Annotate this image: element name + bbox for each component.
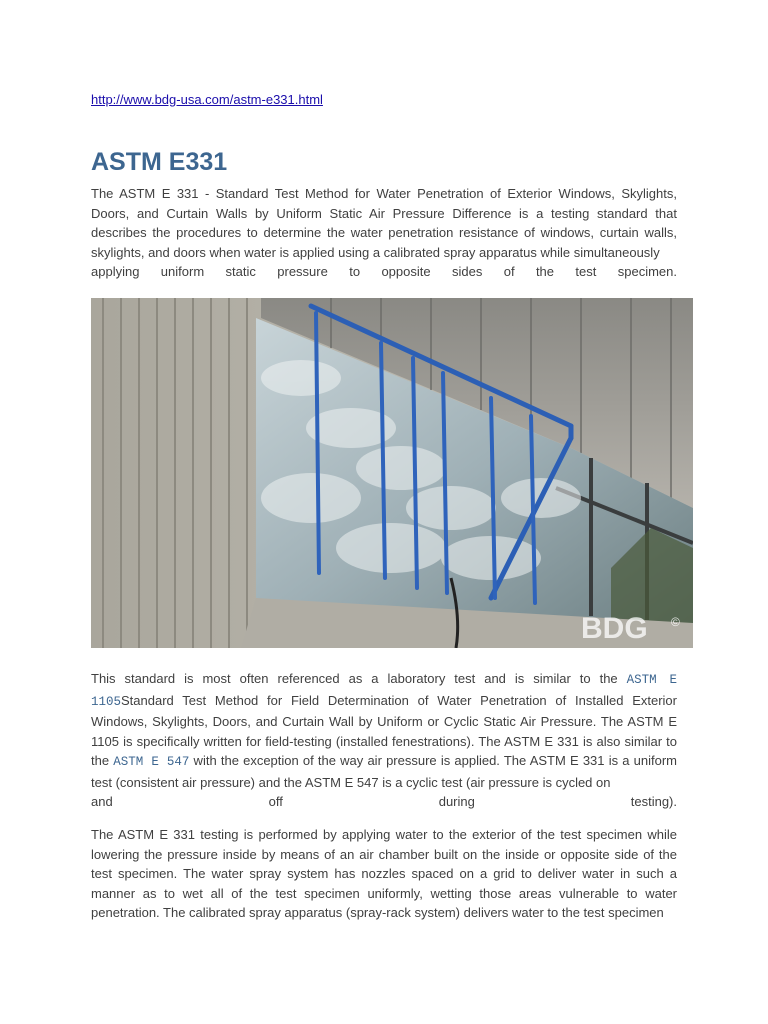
photo-watermark: BDG: [581, 612, 648, 645]
procedure-paragraph: The ASTM E 331 testing is performed by applying water to the exterior of the test specimen while lowering the pressure inside by means of an air chamber built on the inside or opposite side of the test specimen. The water spray system has nozzles spaced on a grid to deliver water in such a manner as to wet all of the test specimen uniformly, wetting those areas vulnerable to water penetration. The calibrated spray apparatus (spray-rack system) delivers water to the test specimen: [91, 827, 677, 920]
comparison-text-2: Standard Test Method for Field Determination of Water Penetration of Installed Exterior Windows, Skylights, Doors, and Curtain Wall by Uniform or Cyclic Static Air Pressure. The ASTM E 1105 is specifically written for field-testing (installed fenestrations). The ASTM E 331 is also similar to the: [91, 692, 677, 768]
astm-e1105-link[interactable]: ASTM E 1105: [91, 673, 677, 709]
source-url-link[interactable]: http://www.bdg-usa.com/astm-e331.html: [91, 92, 323, 107]
photo-copyright: ©: [671, 615, 680, 629]
comparison-text-1: This standard is most often referenced as a laboratory test and is similar to the: [91, 671, 627, 686]
astm-e547-link[interactable]: ASTM E 547: [113, 755, 190, 769]
comparison-last-line: and off during testing).: [91, 794, 677, 809]
comparison-paragraph: [91, 669, 677, 812]
intro-paragraph: [91, 184, 677, 282]
water-spray-test-photo: [91, 298, 693, 648]
photo-illustration: [91, 298, 693, 648]
intro-body: The ASTM E 331 - Standard Test Method for Water Penetration of Exterior Windows, Skylights, Doors, and Curtain Walls by Uniform Static Air Pressure Difference is a testing standard that describes the procedures to determine the water penetration resistance of windows, curtain walls, skylights, and doors when water is applied using a calibrated spray apparatus while simultaneously: [91, 186, 677, 260]
intro-last-line: applying uniform static pressure to opposite sides of the test specimen.: [91, 264, 677, 279]
page-title: ASTM E331: [91, 148, 228, 176]
comparison-text-3: with the exception of the way air pressure is applied. The ASTM E 331 is a uniform test (consistent air pressure) and the ASTM E 547 is a cyclic test (air pressure is cycled on: [91, 753, 677, 790]
